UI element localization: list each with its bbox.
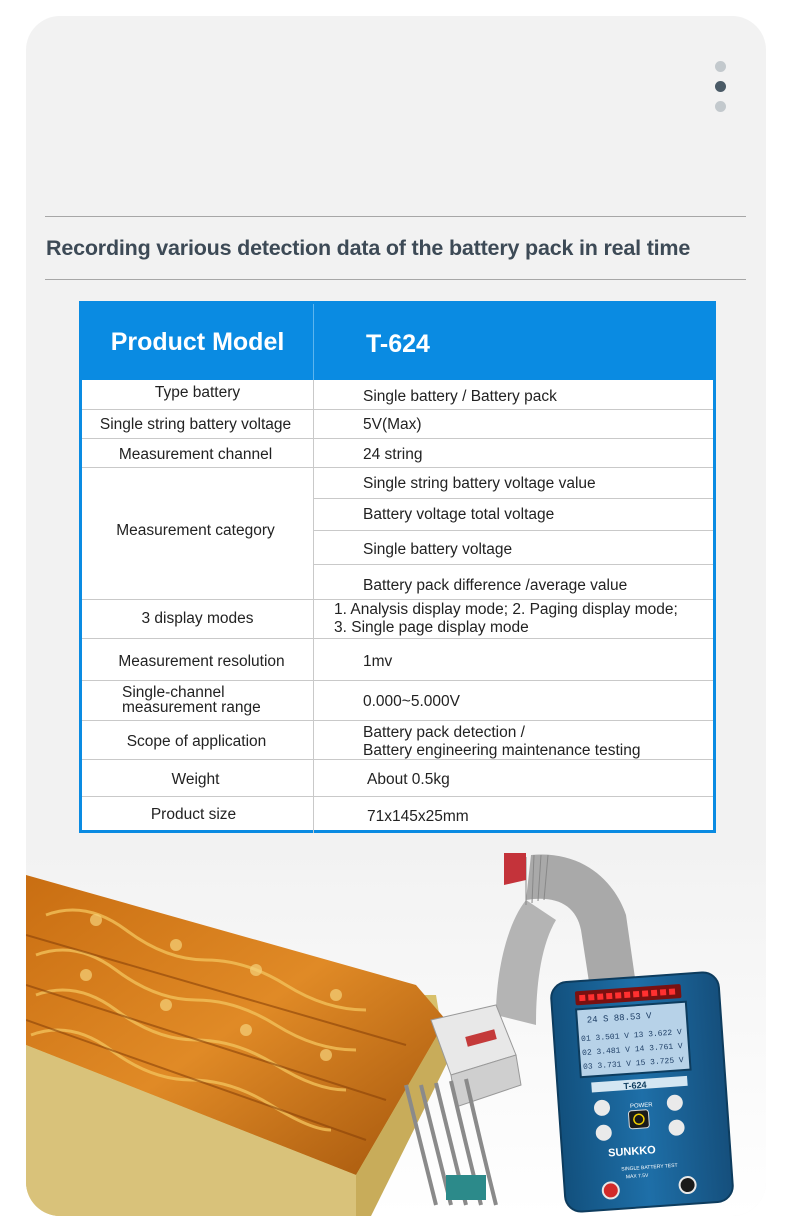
column-divider bbox=[313, 380, 314, 833]
label-voltage: Single string battery voltage bbox=[99, 416, 292, 433]
label-size: Product size bbox=[150, 806, 237, 823]
label-scope: Scope of application bbox=[126, 733, 267, 750]
header-product-model: Product Model bbox=[110, 327, 285, 356]
value-modes-line1: 1. Analysis display mode; 2. Paging display mode; bbox=[334, 601, 678, 618]
screen-row-3: 03 3.731 V 15 3.725 V bbox=[582, 1056, 685, 1073]
device-model-label: T-624 bbox=[623, 1079, 647, 1092]
spec-table bbox=[79, 301, 716, 833]
label-range-line1: Single-channel bbox=[122, 684, 225, 701]
value-weight: About 0.5kg bbox=[367, 771, 450, 788]
label-resolution: Measurement resolution bbox=[118, 653, 285, 670]
value-channel: 24 string bbox=[363, 446, 423, 463]
product-photo bbox=[26, 845, 766, 1216]
value-category-3: Single battery voltage bbox=[363, 541, 513, 558]
slide-indicator bbox=[715, 61, 727, 121]
table-header bbox=[82, 304, 713, 380]
label-range-line2: measurement range bbox=[122, 699, 261, 716]
label-channel: Measurement channel bbox=[118, 446, 273, 463]
screen-row-2: 02 3.481 V 14 3.761 V bbox=[581, 1042, 684, 1059]
label-type-battery: Type battery bbox=[154, 384, 241, 401]
value-resolution: 1mv bbox=[363, 653, 393, 670]
slide-dot-2-active[interactable] bbox=[715, 81, 726, 92]
label-category: Measurement category bbox=[116, 522, 275, 539]
device-brand: SUNKKO bbox=[607, 1144, 657, 1160]
slide-dot-3[interactable] bbox=[715, 101, 726, 112]
value-voltage: 5V(Max) bbox=[363, 416, 422, 433]
value-scope-line1: Battery pack detection / bbox=[363, 724, 525, 741]
label-weight: Weight bbox=[171, 771, 220, 788]
value-modes-line2: 3. Single page display mode bbox=[334, 619, 529, 636]
value-category-2: Battery voltage total voltage bbox=[363, 506, 555, 523]
value-category-1: Single string battery voltage value bbox=[363, 475, 596, 492]
slide-dot-1[interactable] bbox=[715, 61, 726, 72]
value-size: 71x145x25mm bbox=[367, 808, 469, 825]
value-category-4: Battery pack difference /average value bbox=[363, 577, 628, 594]
tester-device bbox=[550, 971, 734, 1212]
label-display-modes: 3 display modes bbox=[141, 610, 254, 627]
header-model-number: T-624 bbox=[366, 330, 430, 358]
value-type-battery: Single battery / Battery pack bbox=[363, 388, 557, 405]
value-range: 0.000~5.000V bbox=[363, 693, 460, 710]
power-label: POWER bbox=[629, 1102, 653, 1110]
device-max-label: MAX 7.5V bbox=[625, 1172, 649, 1181]
divider-bottom bbox=[45, 279, 746, 280]
section-headline: Recording various detection data of the battery pack in real time bbox=[46, 236, 691, 260]
device-bottom-label: SINGLE BATTERY TEST bbox=[621, 1162, 678, 1173]
value-scope-line2: Battery engineering maintenance testing bbox=[363, 742, 641, 759]
screen-total: 24 S 88.53 V bbox=[586, 1011, 652, 1026]
divider-top bbox=[45, 216, 746, 217]
screen-row-1: 01 3.501 V 13 3.622 V bbox=[580, 1028, 683, 1045]
